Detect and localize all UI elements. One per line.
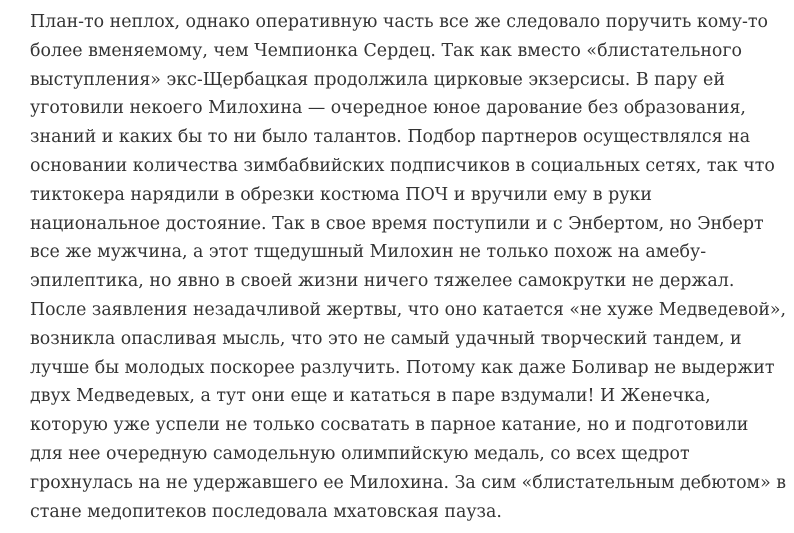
paragraph-line: лучше бы молодых поскорее разлучить. Потому как даже Боливар не выдержит (30, 357, 775, 378)
paragraph-line: тиктокера нарядили в обрезки костюма ПОЧ и вручили ему в руки (30, 184, 652, 205)
paragraph-line: для нее очередную самодельную олимпийскую медаль, со всех щедрот (30, 443, 690, 464)
paragraph-line: грохнулась на не удержавшего ее Милохина. За сим «блистательным дебютом» в (30, 472, 787, 493)
paragraph-line: национальное достояние. Так в свое время поступили и с Энбертом, но Энберт (30, 213, 764, 234)
paragraph-line: выступления» экс-Щербацкая продолжила цирковые экзерсисы. В пару ей (30, 69, 725, 90)
paragraph-line: План-то неплох, однако оперативную часть все же следовало поручить кому-то (30, 12, 768, 32)
paragraph-line: которую уже успели не только сосватать в парное катание, но и подготовили (30, 415, 749, 436)
paragraph-line: двух Медведевых, а тут они еще и кататься в паре вздумали! И Женечка, (30, 386, 711, 407)
paragraph-line: все же мужчина, а этот тщедушный Милохин не только похож на амебу- (30, 242, 707, 263)
paragraph-line: основании количества зимбабвийских подписчиков в социальных сетях, так что (30, 155, 775, 176)
paragraph-line: После заявления незадачливой жертвы, что оно катается «не хуже Медведевой», (30, 299, 786, 320)
paragraph-line: эпилептика, но явно в своей жизни ничего тяжелее самокрутки не держал. (30, 271, 735, 292)
paragraph-line: стане медопитеков последовала мхатовская пауза. (30, 501, 502, 522)
paragraph-line: более вменяемому, чем Чемпионка Сердец. Так как вместо «блистательного (30, 40, 742, 61)
paragraph-line: возникла опасливая мысль, что это не самый удачный творческий тандем, и (30, 328, 742, 349)
paragraph-line: знаний и каких бы то ни было талантов. Подбор партнеров осуществлялся на (30, 127, 751, 148)
article-paragraph (30, 8, 787, 526)
paragraph-line: уготовили некоего Милохина — очередное юное дарование без образования, (30, 98, 746, 119)
